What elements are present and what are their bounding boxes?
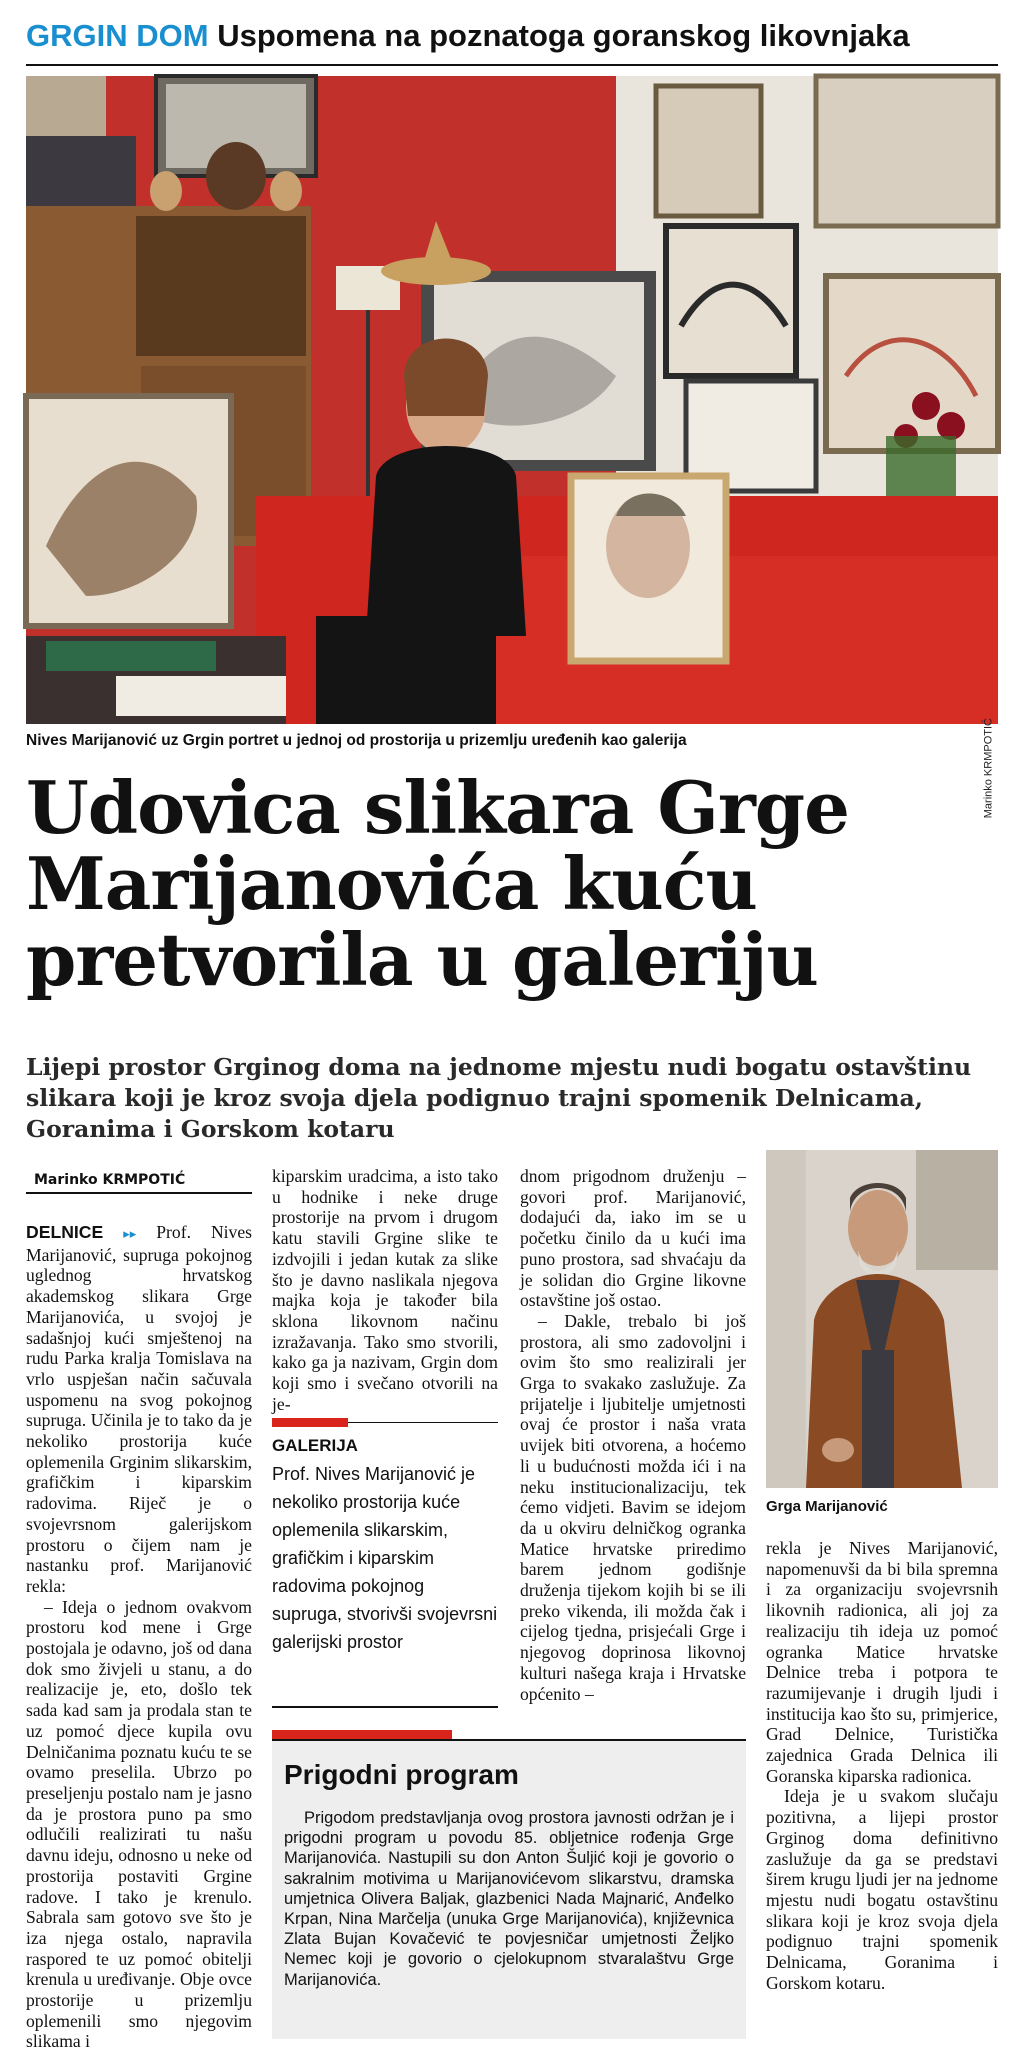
byline: Marinko KRMPOTIĆ xyxy=(26,1166,252,1194)
main-photo-illustration xyxy=(26,76,998,724)
program-accent-bar xyxy=(272,1730,452,1739)
galerija-bottom-rule xyxy=(272,1706,498,1708)
lead-paragraph: Lijepi prostor Grginog doma na jednome mjestu nudi bogatu ostavštinu slikara koji je kroz svoja djela podignuo trajni spomenik Delnicama, Goranima i Gorskom kotaru xyxy=(26,1053,972,1143)
galerija-title: GALERIJA xyxy=(272,1436,358,1455)
photo-caption: Nives Marijanović uz Grgin portret u jednoj od prostorija u prizemlju uređenih kao galerija xyxy=(26,732,687,749)
headline-line-3: pretvorila u galeriju xyxy=(26,917,818,1002)
article-column-4 xyxy=(766,1538,998,1993)
photo-credit: Marinko KRMPOTIĆ xyxy=(982,718,994,819)
program-paragraph: Prigodom predstavljanja ovog prostora javnosti održan je i prigodni program u povodu 85. obljetnice rođenja Grge Marijanovića. Nastupili su don Anton Šuljić koji je govorio o sakralnim motivima u Marijanovićevom slikarstvu, dramska umjetnica Olivera Baljak, glazbenici Nada Majnarić, Anđelko Krpan, Nina Marčelja (unuka Grge Marijanovića), književnica Zlata Bujan Kovačević te povjesničar umjetnosti Željko Nemec koji je govorio o cjelokupnom stvaralaštvu Grge Marijanovića. xyxy=(284,1809,734,1989)
section-kicker xyxy=(26,18,910,54)
paragraph-text: Prof. Nives Marijanović, supruga pokojnog uglednog hrvatskog akademskog slikara Grge Marijanovića, u svojoj je sadašnjoj kući smještenoj na rudu Parka kralja Tomislava na vrlo uspješan način sačuvala uspomenu na svog pokojnog supruga. Učinila je to tako da je nekoliko prostorija kuće oplemenila Grginim slikarskim, grafičkim i kiparskim radovima. Riječ je o svojevrsnom galerijskom prostoru o čijem nam je nastanku prof. Marijanović rekla: xyxy=(26,1222,252,1596)
article-paragraph xyxy=(26,1222,252,1597)
headline-line-1: Udovica slikara Grge xyxy=(26,765,849,850)
program-text xyxy=(284,1808,734,1990)
article-paragraph: kiparskim uradcima, a isto tako u hodnike i neke druge prostorije na prvom i drugom katu stavili Grgine slike te izdvojili i jedan kutak za slike što je davno naslikala njegova majka koja je također bila sklona likovnom načinu izražavanja. Tako smo stvorili, kako ga ja nazivam, Grgin dom koji smo i svečano otvorili na je- xyxy=(272,1166,498,1414)
headline-line-2: Marijanovića kuću xyxy=(26,841,757,926)
portrait-illustration xyxy=(766,1150,998,1488)
article-paragraph: – Ideja o jednom ovakvom prostoru kod mene i Grge postojala je odavno, još od dana dok smo živjeli u stanu, a do realizacije je, eto, došlo tek sada kad sam ja prodala stan te uz pomoć djece kupila ovu Delničanima poznatu kuću te se ovamo preselila. Ubrzo po preseljenju postalo nam je jasno da je prostora puno pa smo odlučili realizirati tu našu davnu ideju, odnosno u neke od prostorija postaviti Grgine radove. I tako je krenulo. Sabrala sam gotovo sve što je iza njega ostalo, napravila raspored te uz pomoć obitelji krenula u uređivanje. Obje ovce prostorije u prizemlju oplemenili smo njegovim slikama i xyxy=(26,1596,252,2052)
article-column-2 xyxy=(272,1166,498,1414)
header-rule xyxy=(26,64,998,66)
galerija-accent-bar xyxy=(272,1418,348,1427)
portrait-caption: Grga Marijanović xyxy=(766,1498,888,1515)
section-tag: GRGIN DOM xyxy=(26,18,209,53)
program-title: Prigodni program xyxy=(284,1759,519,1790)
portrait-photo xyxy=(766,1150,998,1488)
galerija-rule xyxy=(348,1422,498,1423)
article-paragraph: Ideja je u svakom slučaju pozitivna, a lijepi prostor Grginog doma definitivno zaslužuje da ga se predstavi širem krugu ljudi jer na jednome mjestu nudi bogatu ostavštinu slikara koji je kroz svoja djela podignuo trajni spomenik Delnicama, Goranima i Gorskom kotaru. xyxy=(766,1786,998,1993)
dateline: DELNICE xyxy=(26,1222,104,1242)
article-column-1 xyxy=(26,1222,252,2052)
article-column-3 xyxy=(520,1166,746,1704)
article-paragraph: – Dakle, trebalo bi još prostora, ali smo zadovoljni i ovim što smo realizirali jer Grga to svakako zaslužuje. Za prijatelje i ljubitelje umjetnosti ovaj će prostor i naša vrata uvijek biti otvorena, a hoćemo li u budućnosti možda ići i na neku institucionalizaciju, tek ćemo vidjeti. Bavim se idejom da u okviru delničkog ogranka Matice hrvatske priredimo barem jednom godišnje druženja tijekom kojih bi se ili preko vikenda, ili možda čak i cijelog tjedna, prisjećali Grge i njegovog doprinosa likovnoj kulturi našega kraja i Hrvatske općenito – xyxy=(520,1310,746,1704)
dateline-arrow-icon: ▸▸ xyxy=(123,1226,137,1241)
section-subtitle: Uspomena na poznatoga goranskog likovnjaka xyxy=(217,18,910,53)
galerija-text: Prof. Nives Marijanović je nekoliko prostorija kuće oplemenila slikarskim, grafičkim i kiparskim radovima pokojnog supruga, stvorivši svojevrsni galerijski prostor xyxy=(272,1464,498,1652)
article-paragraph: rekla je Nives Marijanović, napomenuvši da bi bila spremna i za organizaciju svojevrsnih likovnih radionica, ali joj za realizaciju tih ideja uz pomoć ogranka Matice hrvatske Delnice treba i potpora te razumijevanje i drugih ljudi i institucija kao što su, primjerice, Grad Delnice, Turistička zajednica Grada Delnica ili Goranska kiparska radionica. xyxy=(766,1538,998,1786)
article-paragraph: dnom prigodnom druženju – govori prof. Marijanović, dodajući da, iako im se u početku činilo da u kući ima puno prostora, sad shvaćaju da je solidan dio Grgine likovne ostavštine još ostao. xyxy=(520,1166,746,1311)
